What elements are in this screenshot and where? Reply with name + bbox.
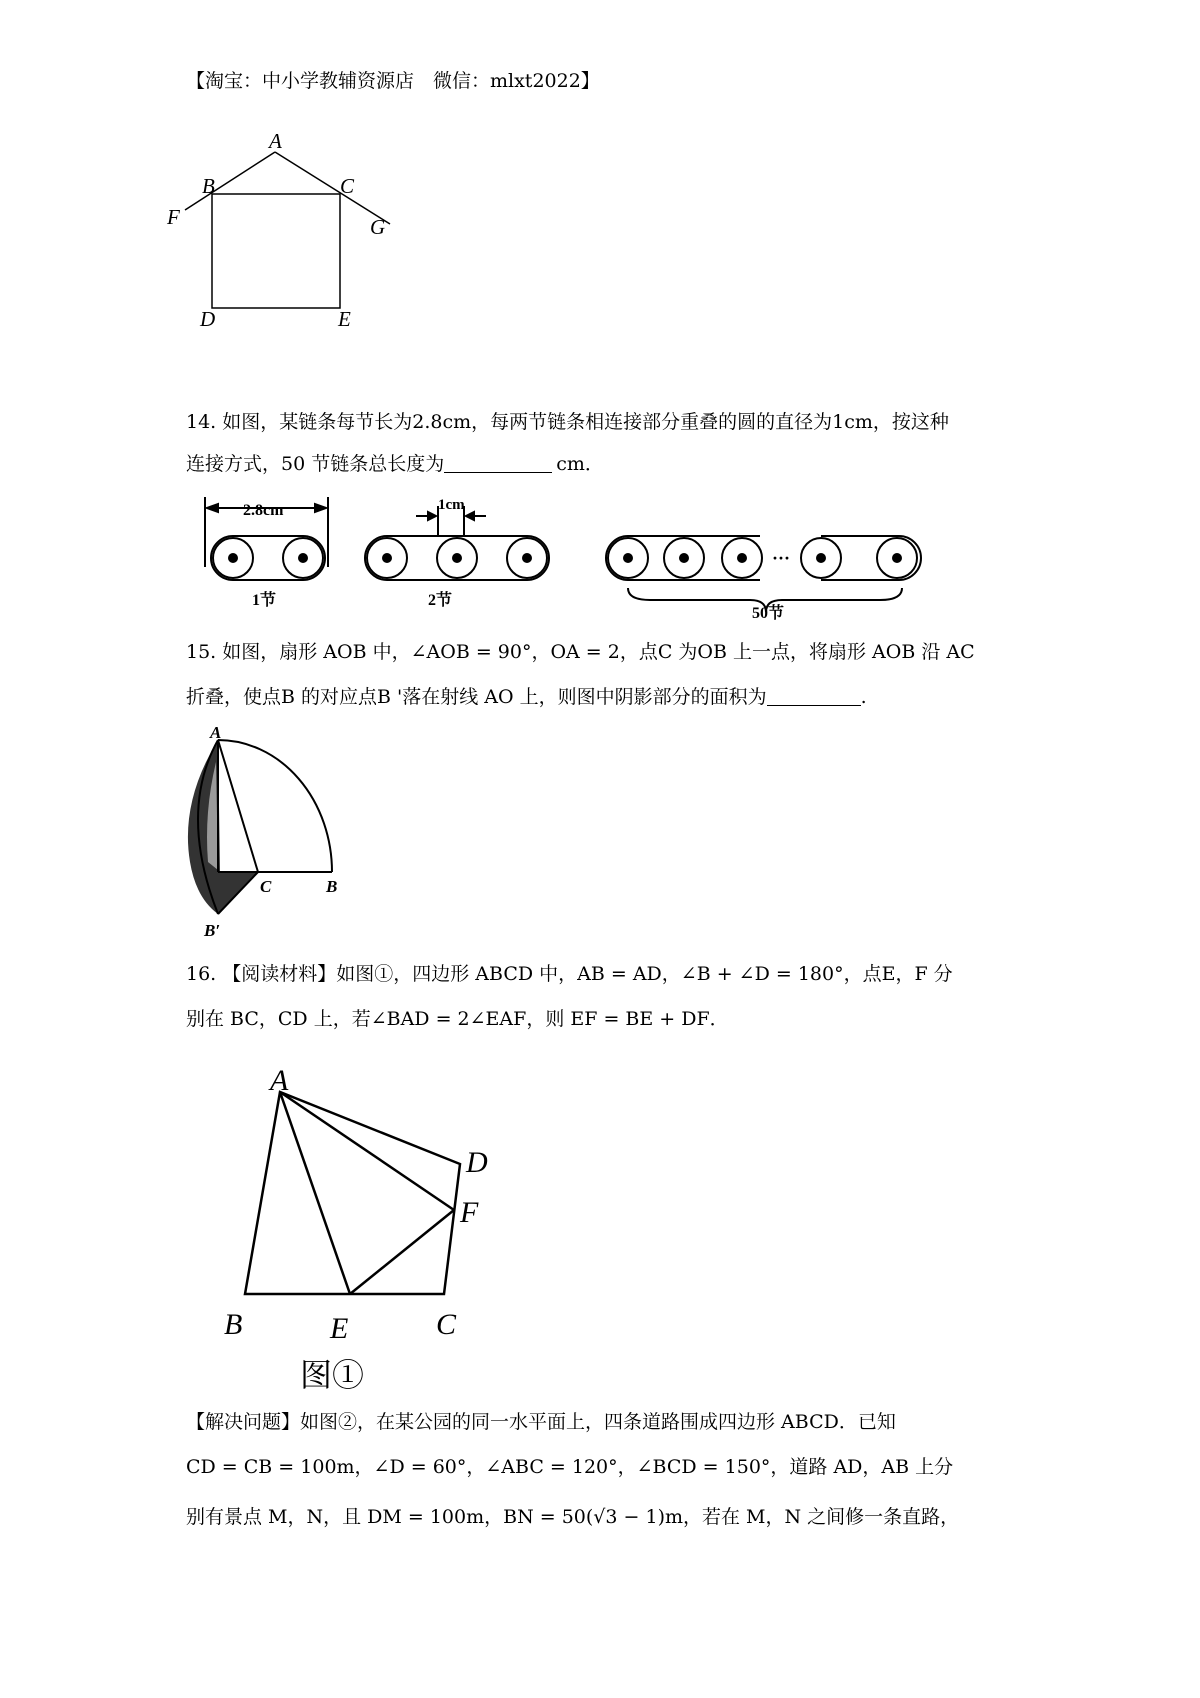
segment-ab-extended	[185, 152, 275, 210]
figure-caption: 图①	[300, 1357, 365, 1390]
figure-house-shape	[160, 130, 440, 370]
label-D: D	[466, 1146, 488, 1179]
label-G: G	[370, 215, 386, 239]
label-A: A	[270, 1064, 289, 1097]
q16-line1: 16. 【阅读材料】如图①，四边形 ABCD 中，AB = AD，∠B + ∠D = 180°，点E，F 分	[186, 963, 953, 985]
q14-line2	[186, 453, 604, 476]
q14-unit: cm．	[556, 453, 604, 475]
label-E: E	[330, 1312, 349, 1345]
figure-quadrilateral	[210, 1050, 510, 1390]
answer-blank-q15	[767, 686, 861, 706]
q16-solve-line3: 别有景点 M，N，且 DM = 100m，BN = 50(√3 − 1)m，若在 M，N 之间修一条直路，	[186, 1506, 960, 1528]
label-C: C	[436, 1308, 457, 1341]
q14-line2-text: 连接方式，50 节链条总长度为	[186, 453, 445, 475]
label-B: B	[326, 877, 338, 896]
q16-line2: 别在 BC，CD 上，若∠BAD = 2∠EAF，则 EF = BE + DF．	[186, 1008, 729, 1030]
q16-solve-line1: 【解决问题】如图②，在某公园的同一水平面上，四条道路围成四边形 ABCD．已知	[186, 1411, 896, 1433]
q14-line1: 14. 如图，某链条每节长为2.8cm，每两节链条相连接部分重叠的圆的直径为1cm，按这种	[186, 411, 949, 433]
caption-50-section: 50节	[752, 605, 785, 620]
answer-blank-q14	[444, 453, 552, 473]
label-C: C	[340, 174, 355, 198]
label-F: F	[460, 1196, 479, 1229]
figure-chain	[180, 492, 980, 620]
header-source: 【淘宝：中小学教辅资源店 微信：mlxt2022】	[186, 70, 600, 92]
figure-folded-sector	[176, 722, 346, 942]
label-F: F	[167, 205, 180, 229]
caption-2-section: 2节	[428, 592, 453, 609]
label-2-8cm: 2.8cm	[243, 502, 284, 519]
caption-1-section: 1节	[252, 592, 277, 609]
q15-line2-text: 折叠，使点B 的对应点B '落在射线 AO 上，则图中阴影部分的面积为	[186, 686, 767, 708]
square-bcde	[212, 194, 340, 308]
label-A: A	[269, 130, 282, 153]
label-C: C	[260, 877, 272, 896]
q15-line1: 15. 如图，扇形 AOB 中，∠AOB = 90°，OA = 2，点C 为OB 上一点，将扇形 AOB 沿 AC	[186, 641, 975, 663]
q16-solve-line2: CD = CB = 100m，∠D = 60°，∠ABC = 120°，∠BCD = 150°，道路 AD，AB 上分	[186, 1456, 954, 1478]
label-B-prime: B′	[204, 921, 221, 940]
label-A: A	[210, 723, 222, 742]
segment-ac-extended	[275, 152, 390, 224]
label-O: O	[220, 852, 233, 871]
q15-line2	[186, 686, 867, 709]
label-E: E	[338, 307, 351, 331]
label-ellipsis: ···	[772, 548, 791, 568]
label-1cm: 1cm	[438, 497, 465, 513]
label-B: B	[202, 174, 215, 198]
label-D: D	[200, 307, 216, 331]
q15-period: .	[860, 686, 867, 708]
label-B: B	[224, 1308, 243, 1341]
